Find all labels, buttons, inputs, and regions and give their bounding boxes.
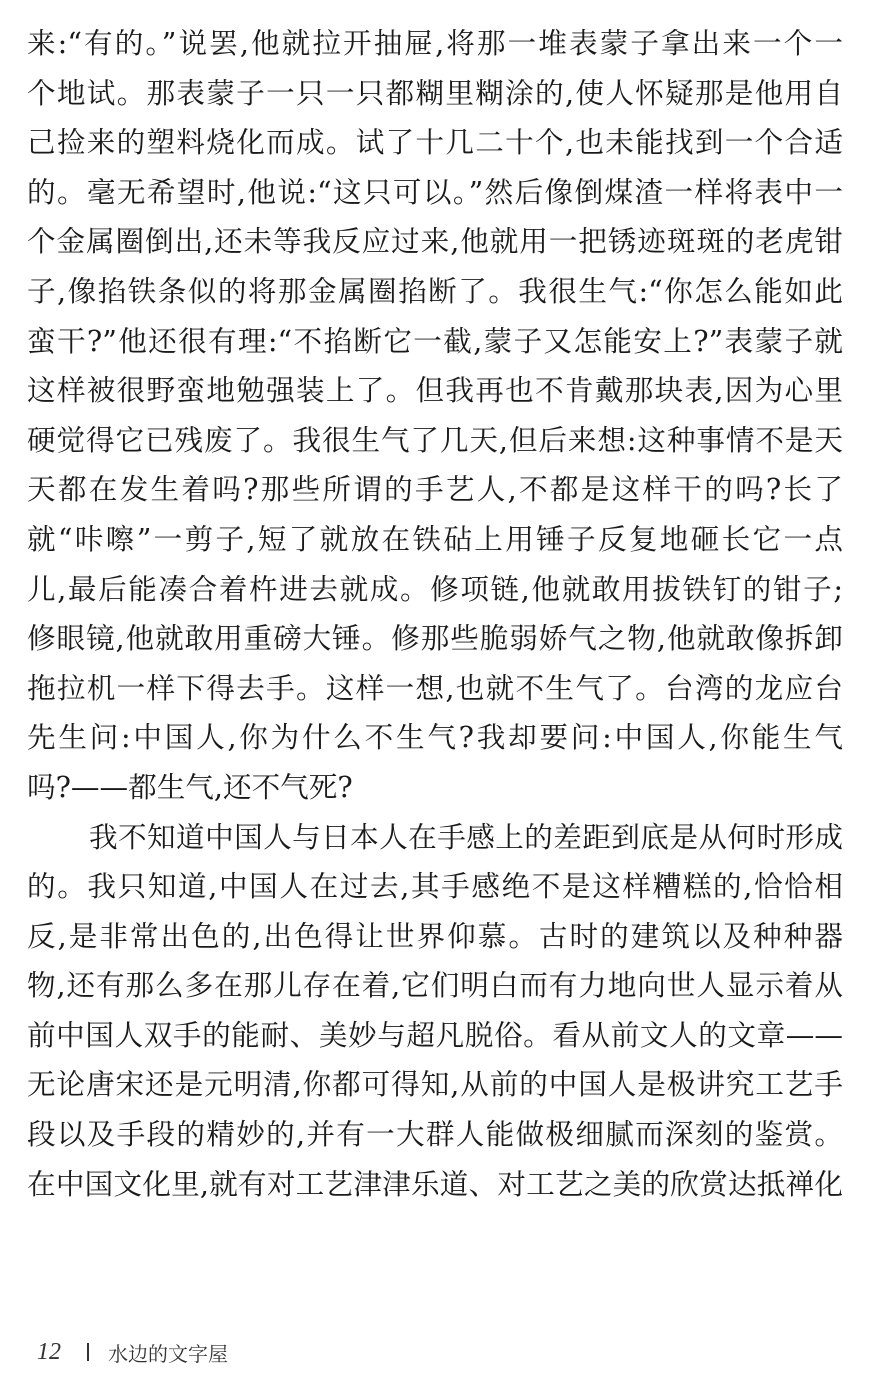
text-line: 就“咔嚓”一剪子,短了就放在铁砧上用锤子反复地砸长它一点	[27, 521, 843, 556]
text-line: 己捡来的塑料烧化而成。试了十几二十个,也未能找到一个合适	[27, 125, 843, 160]
text-line: 子,像掐铁条似的将那金属圈掐断了。我很生气:“你怎么能如此	[27, 273, 843, 308]
text-line: 硬觉得它已残废了。我很生气了几天,但后来想:这种事情不是天	[27, 422, 843, 457]
text-line: 的。毫无希望时,他说:“这只可以。”然后像倒煤渣一样将表中一	[27, 174, 843, 209]
paragraph-1	[27, 19, 843, 813]
text-line: 个地试。那表蒙子一只一只都糊里糊涂的,使人怀疑那是他用自	[27, 75, 843, 110]
footer-divider	[87, 1343, 89, 1361]
text-line: 的。我只知道,中国人在过去,其手感绝不是这样糟糕的,恰恰相	[27, 869, 843, 904]
text-line: 段以及手段的精妙的,并有一大群人能做极细腻而深刻的鉴赏。	[27, 1117, 843, 1152]
text-line: 这样被很野蛮地勉强装上了。但我再也不肯戴那块表,因为心里	[27, 373, 843, 408]
text-line: 拖拉机一样下得去手。这样一想,也就不生气了。台湾的龙应台	[27, 670, 843, 705]
text-line: 蛮干?”他还很有理:“不掐断它一截,蒙子又怎能安上?”表蒙子就	[27, 323, 843, 358]
text-line: 物,还有那么多在那儿存在着,它们明白而有力地向世人显示着从	[27, 968, 843, 1003]
text-line: 天都在发生着吗?那些所谓的手艺人,不都是这样干的吗?长了	[27, 472, 843, 507]
text-line: 无论唐宋还是元明清,你都可得知,从前的中国人是极讲究工艺手	[27, 1067, 843, 1102]
text-line: 反,是非常出色的,出色得让世界仰慕。古时的建筑以及种种器	[27, 918, 843, 953]
text-line: 先生问:中国人,你为什么不生气?我却要问:中国人,你能生气	[27, 720, 843, 755]
paragraph-2	[27, 813, 843, 1210]
text-line: 来:“有的。”说罢,他就拉开抽屉,将那一堆表蒙子拿出来一个一	[27, 26, 843, 60]
text-line: 儿,最后能凑合着杵进去就成。修项链,他就敢用拔铁钉的钳子;	[27, 571, 843, 606]
page-body	[27, 19, 843, 1209]
text-line: 我不知道中国人与日本人在手感上的差距到底是从何时形成	[89, 819, 843, 854]
page-footer	[37, 1334, 228, 1370]
text-line: 前中国人双手的能耐、美妙与超凡脱俗。看从前文人的文章——	[27, 1017, 843, 1052]
text-line: 个金属圈倒出,还未等我反应过来,他就用一把锈迹斑斑的老虎钳	[27, 224, 843, 259]
text-line: 在中国文化里,就有对工艺津津乐道、对工艺之美的欣赏达抵禅化	[27, 1166, 843, 1201]
text-line: 修眼镜,他就敢用重磅大锤。修那些脆弱娇气之物,他就敢像拆卸	[27, 621, 843, 656]
text-line: 吗?——都生气,还不气死?	[27, 769, 353, 804]
book-title: 水边的文字屋	[108, 1341, 228, 1366]
page-number: 12	[37, 1338, 61, 1365]
